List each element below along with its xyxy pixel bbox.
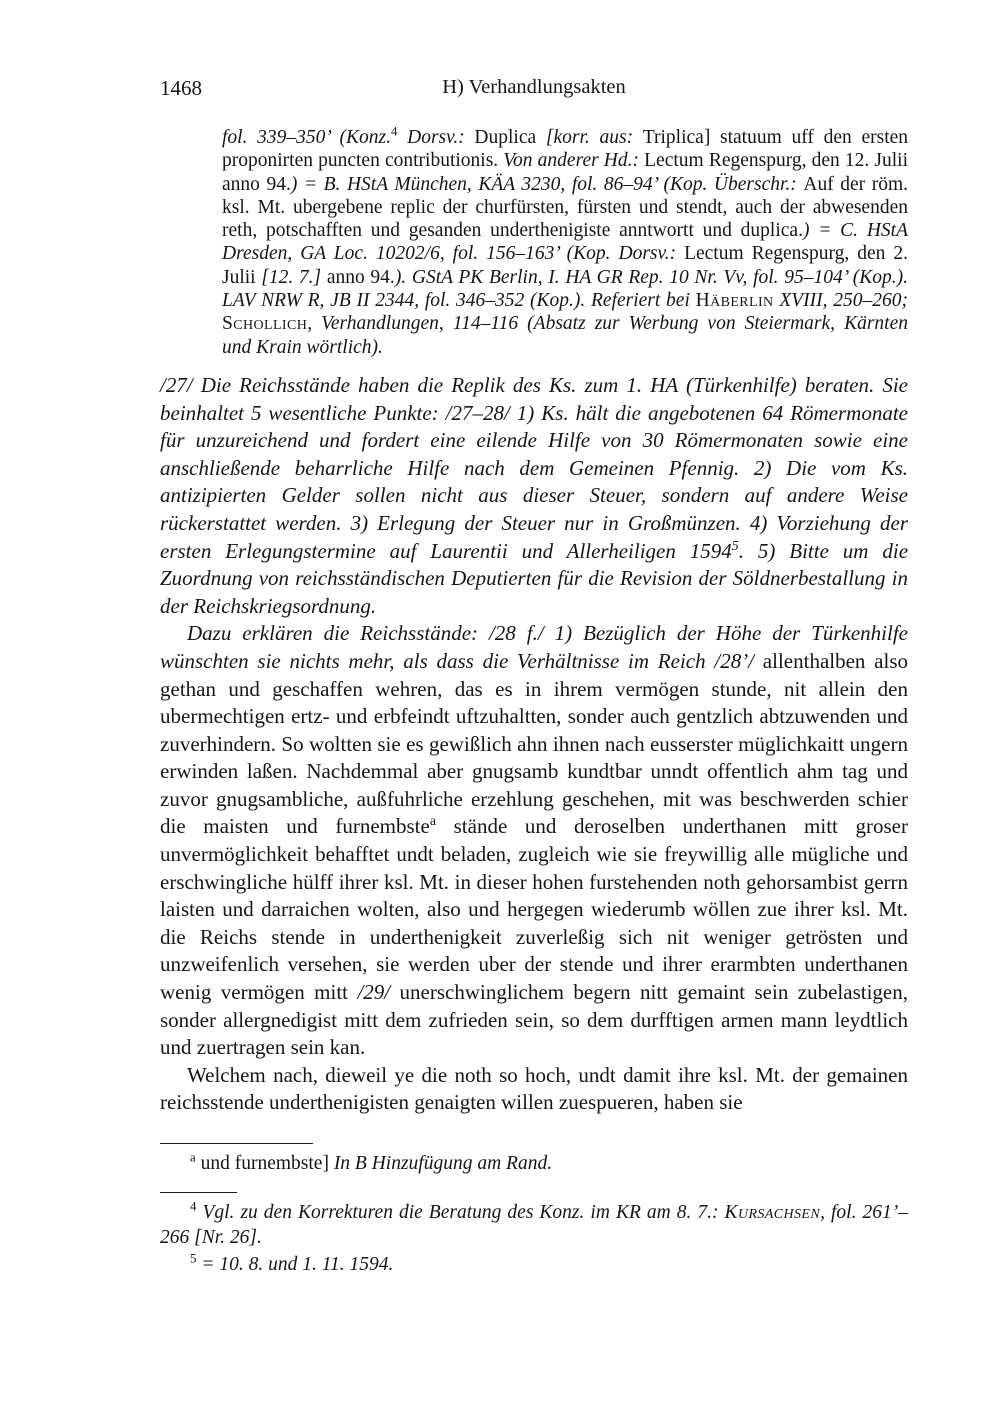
page-number: 1468 [160, 76, 202, 100]
footnote-separator-numbers [160, 1192, 237, 1193]
footnote-marker: 4 [190, 1199, 197, 1214]
text-segment: ). GStA PK Berlin, I. HA GR Rep. 10 Nr. Vv, fol. 95–104’ (Kop.). LAV NRW R, JB II 2344, fol. 346–352 (Kop.). Referiert bei [222, 266, 908, 312]
text-segment: ) = C. HStA Dresden, GA Loc. 10202/6, fol. 156–163’ (Kop. Dorsv.: [222, 220, 908, 265]
regest-paragraph-reply [160, 620, 908, 1062]
text-segment: unerschwinglichem begern nitt gemaint sein zubelastigen, sonder allergnedigist mitt dem zufrieden sein, so dem durfftigen armen mann leydtlich und zuertragen sein kan. [160, 980, 908, 1060]
text-column [160, 76, 908, 1279]
text-segment: [korr. aus: [545, 127, 643, 148]
text-segment: Dorsv.: [397, 127, 475, 148]
footnote-marker: 5 [731, 537, 739, 553]
text-segment: allenthalben also gethan und geschaffen wehren, das es in ihrem vermögen stunde, nit allein den ubermechtigen ertz- und erbfeindt uftzuhaltten, sonder auch gentzlich abtzuwenden und zuverhindern. So woltten sie es gewißlich ahn ihnen nach eusserster müglichkaitt ungern erwinden laßen. Nachdemmal aber gnugsamb kundtbar unndt offentlich ahm tag und zuvor gnugsambliche, außfuhrliche erzehlung geschehen, mit was beschwerden schier die maisten und furnembste [160, 648, 909, 839]
text-segment: = 10. 8. und 1. 11. 1594. [196, 1254, 394, 1275]
text-segment: , fol. 261’–266 [Nr. 26]. [160, 1202, 908, 1248]
footnote-a [160, 1151, 908, 1176]
footnote-marker: a [429, 813, 436, 829]
text-segment: Von anderer Hd.: [503, 150, 645, 172]
text-segment: /29/ [357, 980, 391, 1005]
text-segment: In B Hinzufügung am Rand. [333, 1153, 553, 1174]
text-segment: Dazu erklären die Reichsstände: /28 f./ 1) Bezüglich der Höhe der Türkenhilfe wünschten sie nichts mehr, als dass die Verhältnisse im Reich /28’/ [160, 621, 908, 673]
footnote-separator-letters [160, 1143, 313, 1144]
text-segment: Auf der röm. ksl. Mt. ubergebene replic der churfürsten, fürsten und stendt, auch der abwesenden reth, potschafften und gesanden underthenigiste anntwortt und duplica. [222, 173, 908, 242]
running-head: H) Verhandlungsakten [442, 76, 626, 98]
text-segment: Lectum Regenspurg, den 2. Julii [222, 243, 908, 288]
text-segment: Triplica] statuum uff den ersten proponirten puncten contributionis. [222, 127, 909, 172]
source-citation-block [222, 126, 908, 359]
text-segment: Häberlin [695, 290, 774, 312]
text-segment: Lectum Regenspurg, den 12. Julii anno 94. [222, 150, 908, 195]
footnote-4 [160, 1200, 908, 1250]
text-segment: fol. 339–350’ (Konz. [222, 127, 391, 148]
text-segment: , Verhandlungen, 114–116 (Absatz zur Werbung von Steiermark, Kärnten und Krain wörtlich). [222, 313, 908, 358]
footnote-marker: a [190, 1150, 196, 1165]
footnote-marker: 4 [390, 124, 398, 139]
text-segment: XVIII, 250–260; [773, 290, 908, 312]
footnote-marker: 5 [190, 1251, 197, 1266]
body-paragraph-welchem-nach [160, 1062, 908, 1117]
footnotes-section [160, 1143, 908, 1277]
text-segment: stände und deroselben underthanen mitt groser unvermöglichkeit behafftet undt beladen, zugleich wie sie freywillig alle mügliche und erschwingliche hülff ihrer ksl. Mt. in dieser hohen furstehenden noth gehorsambist gerrn laisten und darraichen wolten, also und hergegen wiederumb wöllen zue ihrer ksl. Mt. die Reichs stende in underthenigkeit zuverleßig sich nit weniger getrösten und unzweifenlich versehen, sie werden uber der stende und ihrer erarmbten underthanen wenig vermögen mitt [160, 814, 908, 1005]
text-segment: und furnembste] [195, 1153, 334, 1174]
text-segment: . 5) Bitte um die Zuordnung von reichsständischen Deputierten für die Revision der Söldnerbestallung in der Reichskriegsordnung. [160, 538, 909, 618]
footnote-5 [160, 1252, 908, 1277]
page-header [160, 76, 908, 102]
text-segment: /27/ Die Reichsstände haben die Replik des Ks. zum 1. HA (Türkenhilfe) beraten. Sie beinhaltet 5 wesentliche Punkte: /27–28/ 1) Ks. hält die angebotenen 64 Römermonate für unzureichend und fordert eine eilende Hilfe von 30 Römermonaten sowie eine anschließende beharrliche Hilfe nach dem Gemeinen Pfennig. 2) Die vom Ks. antizipierten Gelder sollen nicht aus dieser Steuer, sondern auf andere Weise rückerstattet werden. 3) Erlegung der Steuer nur in Großmünzen. 4) Vorziehung der ersten Erlegungstermine auf Laurentii und Allerheiligen 1594 [160, 372, 908, 563]
text-segment: Kursachsen [724, 1202, 821, 1223]
text-segment: Welchem nach, dieweil ye die noth so hoch, undt damit ihre ksl. Mt. der gemainen reichsstende underthenigisten genaigten willen zuespueren, haben sie [160, 1062, 908, 1115]
text-segment: Schollich [222, 313, 308, 335]
regest-paragraph-summary [160, 372, 908, 620]
text-segment: Vgl. zu den Korrekturen die Beratung des Konz. im KR am 8. 7.: [196, 1202, 725, 1223]
text-segment: Duplica [474, 127, 546, 148]
text-segment: ) = B. HStA München, KÄA 3230, fol. 86–94’ (Kop. Überschr.: [290, 173, 804, 195]
text-segment: anno 94. [326, 266, 395, 288]
text-segment: [12. 7.] [261, 266, 327, 288]
